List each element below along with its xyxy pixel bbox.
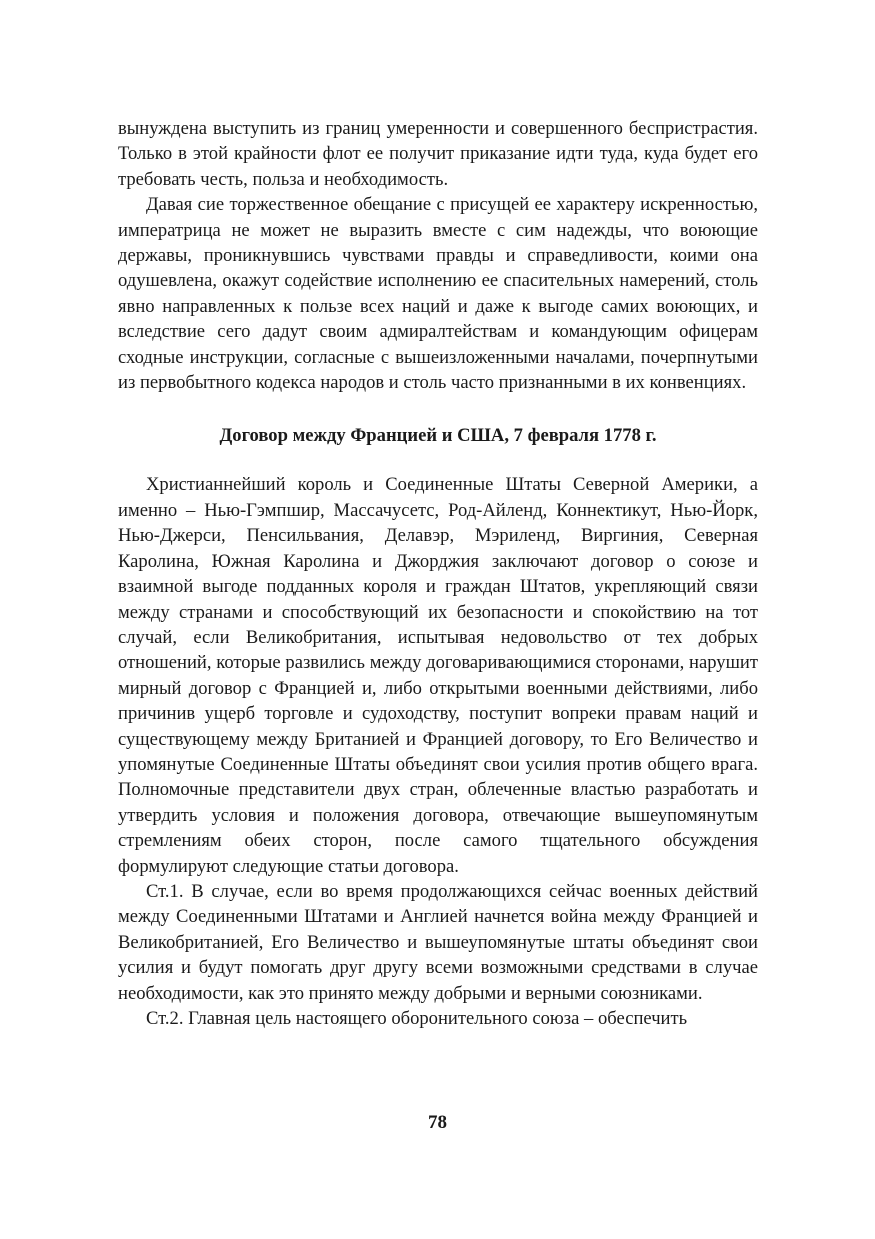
paragraph-article-1: Ст.1. В случае, если во время продолжающихся сейчас военных действий между Соединенными Штатами и Англией начнется война между Францией и Великобританией, Его Величество и вышеупомянутые штаты объединят свои усилия и будут помогать друг другу всеми возможными средствами в случае необходимости, как это принято между добрыми и верными союзниками.: [118, 880, 758, 1004]
paragraph-promise: Давая сие торжественное обещание с присущей ее характеру искренностью, императрица не может не выразить вместе с сим надежды, что воюющие державы, проникнувшись чувствами правды и справедливости, коими она одушевлена, окажут содействие исполнению ее спасительных намерений, столь явно направленных к пользе всех наций и даже к выгоде самих воюющих, и вследствие сего дадут своим адмиралтействам и командующим офицерам сходные инструкции, согласные с вышеизложенными началами, почерпнутыми из первобытного кодекса народов и столь часто признанными в их конвенциях.: [118, 194, 758, 394]
paragraph-preamble: Христианнейший король и Соединенные Штаты Северной Америки, а именно – Нью-Гэмпшир, Массачусетс, Род-Айленд, Коннектикут, Нью-Йорк, Нью-Джерси, Пенсильвания, Делавэр, Мэриленд, Виргиния, Северная Каролина, Южная Каролина и Джорджия заключают договор о союзе и взаимной выгоде подданных короля и граждан Штатов, укрепляющий связи между странами и способствующий их безопасности и спокойствию на тот случай, если Великобритания, испытывая недовольство от тех добрых отношений, которые развились между договаривающимися сторонами, нарушит мирный договор с Францией и, либо открытыми военными действиями, либо причинив ущерб торговле и судоходству, поступит вопреки правам наций и существующему между Британией и Францией договору, то Его Величество и упомянутые Соединенные Штаты объединят свои усилия против общего врага. Полномочные представители двух стран, облеченные властью разработать и утвердить условия и положения договора, отвечающие вышеупомянутым стремлениям обеих сторон, после самого тщательного обсуждения формулируют следующие статьи договора.: [118, 474, 758, 877]
page-body: [118, 116, 758, 1031]
section-heading: Договор между Францией и США, 7 февраля 1778 г.: [219, 425, 657, 447]
paragraph-continued: вынуждена выступить из границ умеренности и совершенного беспристрастия. Только в этой крайности флот ее получит приказание идти туда, куда будет его требовать честь, польза и необходимость.: [118, 118, 758, 190]
paragraph-article-2: Ст.2. Главная цель настоящего оборонительного союза – обеспечить: [146, 1008, 688, 1029]
page-number: 78: [428, 1112, 447, 1133]
